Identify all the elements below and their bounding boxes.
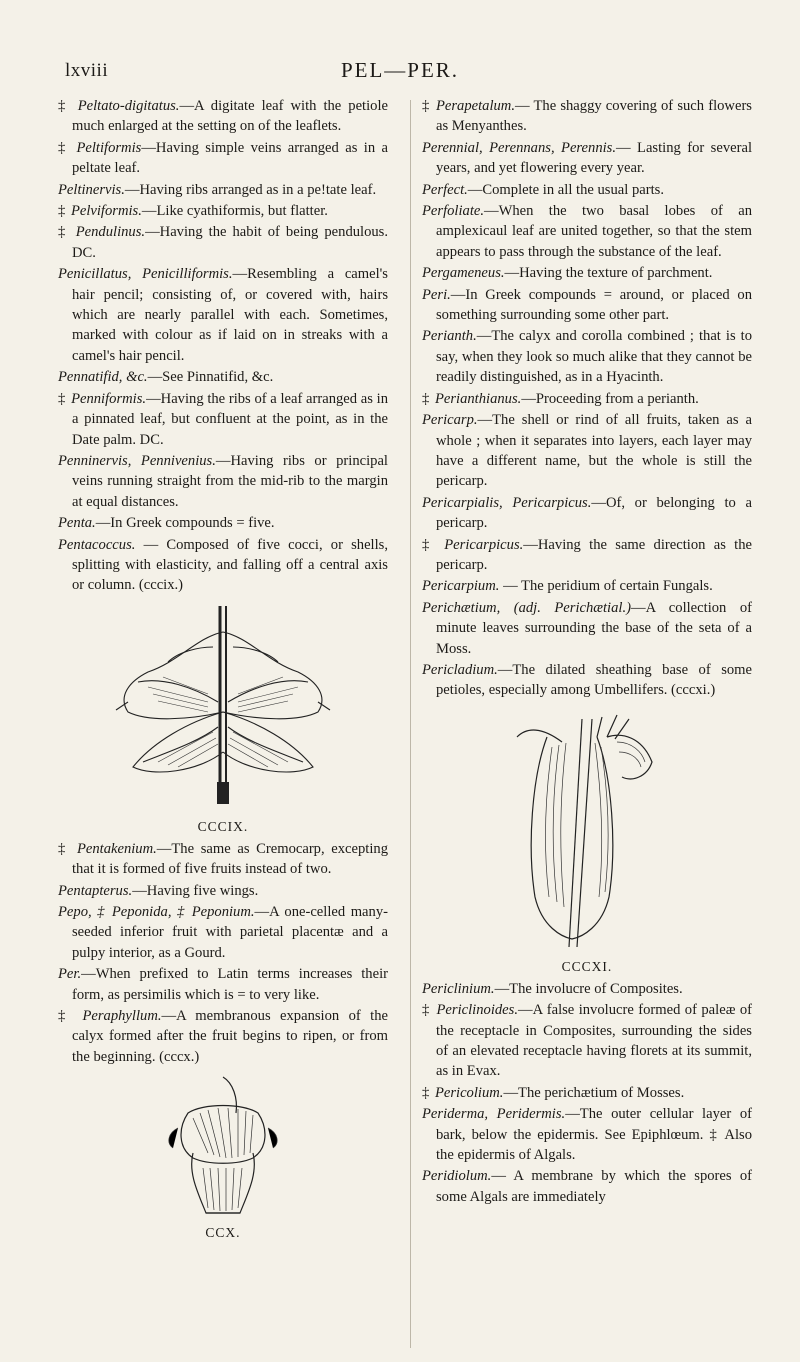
entry-definition: —Resembling a camel's hair pencil; consisting of, or covered with, hairs which are nearly parallel with each. Sometimes, marked with colour as if laid on in streaks with a camel's hair pencil. [72,266,388,364]
entry-definition: —A false involucre formed of paleæ of the receptacle in Composites, surrounding the sides of an elevated receptacle having florets at its summit, as in Evax. [436,1002,753,1080]
entry-definition: —A one-celled many-seeded inferior fruit with parietal placentæ and a pulpy interior, as a Gourd. [72,903,388,961]
running-head: PEL—PER. [340,58,460,82]
dagger-mark: ‡ [422,536,434,553]
glossary-entry [58,96,388,137]
entry-definition: —Complete in all the usual parts. [467,181,664,198]
entry-term: Pelviformis. [70,203,142,220]
glossary-entry [58,367,388,387]
glossary-entry [58,535,388,596]
entry-term: Perennial, Perennans, Perennis. [422,139,617,156]
peraphyllum-illustration [148,1073,298,1223]
figure-cccxi [422,707,752,975]
entry-term: Per. [58,966,82,983]
entry-definition: —Having the texture of parchment. [504,265,713,282]
glossary-entry [422,138,752,179]
entry-term: Perfoliate. [422,203,485,220]
entry-term: Penicillatus, Penicilliformis. [58,266,233,283]
entry-term: Pericladium. [422,661,498,678]
glossary-entry [58,201,388,221]
right-entries-b [422,979,752,1207]
entry-term: Penta. [58,515,96,532]
entry-definition: —When the two basal lobes of an amplexicaul leaf are united together, so that the stem appears to pass through the substance of the leaf. [436,203,752,260]
entry-term: Pentacoccus. [58,536,136,553]
figure-cccix [58,602,388,835]
entry-term: Penninervis, Pennivenius. [58,452,216,469]
entry-term: Peraphyllum. [82,1008,162,1024]
entry-term: Peridiolum. [422,1168,492,1185]
entry-definition: —Having the ribs of a leaf arranged as in a pinnated leaf, but confluent at the point, as in the Date palm. DC. [72,390,388,448]
entry-definition: — Composed of five cocci, or shells, splitting with elasticity, and falling off a central axis or column. (cccix.) [72,536,388,594]
figure-ccx [58,1073,388,1241]
left-entries-b [58,839,388,1067]
dagger-mark: ‡ [58,224,68,241]
entry-definition: —The calyx and corolla combined ; that is to say, when they look so much alike that they cannot be readily distinguished, as in a Hyacinth. [436,328,752,386]
glossary-entry [58,964,388,1005]
glossary-entry [422,96,752,137]
glossary-entry [58,839,388,880]
entry-term: Perapetalum. [435,98,515,114]
glossary-entry [422,1000,752,1082]
glossary-entry [422,1166,752,1207]
glossary-entry [58,264,388,366]
entry-definition: —A digitate leaf with the petiole much enlarged at the setting on of the leaflets. [72,98,388,135]
dagger-mark: ‡ [422,98,430,114]
glossary-entry [58,881,388,901]
column-divider [410,100,411,1348]
entry-term: Pepo, ‡ Peponida, ‡ Peponium. [58,903,255,920]
entry-term: Perianthianus. [434,390,522,407]
dagger-mark: ‡ [422,1084,430,1101]
pericladium-illustration [507,707,667,957]
left-column [58,96,388,1245]
glossary-entry [422,979,752,999]
entry-definition: —When prefixed to Latin terms increases their form, as persimilis which is = to very like. [72,966,388,1003]
entry-term: Periclinium. [422,980,495,997]
entry-term: Peltinervis. [58,181,125,198]
dagger-mark: ‡ [58,98,69,114]
glossary-entry [422,285,752,326]
glossary-entry [58,1006,388,1067]
glossary-entry [58,513,388,533]
entry-definition: —See Pinnatifid, &c. [147,369,274,386]
entry-definition: —In Greek compounds = five. [95,515,275,532]
right-column [422,96,752,1208]
entry-term: Pennatifid, &c. [58,369,148,386]
glossary-entry [58,222,388,263]
entry-definition: — Lasting for several years, and yet flowering every year. [436,139,752,177]
glossary-entry [422,535,752,576]
entry-term: Pergameneus. [422,265,505,282]
entry-definition: — A membrane by which the spores of some Algals are immediately [436,1168,752,1205]
glossary-entry [422,493,752,534]
entry-definition: —Having simple veins arranged as in a peltate leaf. [72,139,388,177]
entry-definition: —The shell or rind of all fruits, taken as a whole ; when it separates into layers, each layer may have a different name, but the whole is still the pericarp. [436,412,752,490]
entry-definition: —Having the same direction as the pericarp. [436,536,753,573]
dagger-mark: ‡ [58,203,66,220]
entry-definition: —A collection of minute leaves surrounding the base of the seta of a Moss. [436,599,752,657]
entry-term: Perianth. [422,328,477,345]
glossary-entry [422,326,752,387]
glossary-entry [58,389,388,450]
glossary-entry [58,451,388,512]
entry-definition: — The peridium of certain Fungals. [499,578,713,595]
entry-term: Pericarpialis, Pericarpicus. [422,494,592,511]
glossary-entry [58,180,388,200]
glossary-entry [422,180,752,200]
glossary-entry [422,410,752,492]
glossary-entry [422,1083,752,1103]
entry-term: Pericarpicus. [444,536,524,553]
entry-definition: —Proceeding from a perianth. [521,390,699,407]
entry-term: Peri. [422,286,451,303]
entry-definition: —The outer cellular layer of bark, below the epidermis. See Epiphlœum. ‡ Also the epidermis of Algals. [436,1106,752,1164]
entry-term: Peltiformis [76,139,142,156]
entry-definition: —The dilated sheathing base of some petioles, especially among Umbellifers. (cccxi.) [436,661,752,699]
figure-ccx-caption: CCX. [205,1225,241,1241]
entry-term: Pentakenium. [76,840,157,857]
entry-definition: —Like cyathiformis, but flatter. [141,203,328,220]
entry-term: Periclinoides. [436,1002,518,1019]
left-entries-a [58,96,388,596]
page-header [0,50,800,82]
glossary-entry [422,1104,752,1165]
figure-cccix-caption: CCCIX. [197,818,249,834]
glossary-entry [422,660,752,701]
figure-cccxi-caption: CCCXI. [561,958,613,974]
entry-term: Pericarpium. [422,578,500,595]
glossary-entry [422,576,752,596]
entry-term: Pericarp. [422,412,478,429]
entry-definition: —The same as Cremocarp, excepting that it is formed of five fruits instead of two. [72,840,389,878]
entry-term: Pericolium. [434,1084,504,1101]
entry-term: Pendulinus. [75,224,146,241]
entry-term: Penniformis. [71,390,147,407]
entry-term: Perichætium, (adj. Perichætial.) [422,599,631,616]
glossary-entry [422,263,752,283]
entry-definition: —Having the habit of being pendulous. DC. [72,224,389,261]
right-entries-a [422,96,752,701]
entry-definition: —Having five wings. [132,882,259,899]
glossary-entry [422,201,752,262]
entry-definition: —A membranous expansion of the calyx formed after the fruit begins to ripen, or from the beginning. (cccx.) [72,1008,389,1065]
entry-term: Pentapterus. [58,882,133,899]
dagger-mark: ‡ [58,840,69,857]
entry-term: Peltato-digitatus. [77,98,180,114]
entry-definition: —Having ribs or principal veins running straight from the mid-rib to the margin at equal distances. [72,452,388,510]
entry-definition: —Of, or belonging to a pericarp. [436,494,752,532]
glossary-entry [422,389,752,409]
dagger-mark: ‡ [422,1002,431,1019]
entry-definition: —The involucre of Composites. [494,980,683,997]
glossary-entry [58,138,388,179]
pentacoccus-illustration [108,602,338,817]
entry-term: Perfect. [422,181,468,198]
dagger-mark: ‡ [58,390,66,407]
dagger-mark: ‡ [422,390,430,407]
entry-definition: — The shaggy covering of such flowers as Menyanthes. [436,98,752,135]
dagger-mark: ‡ [58,1008,72,1024]
glossary-entry [422,598,752,659]
dagger-mark: ‡ [58,139,69,156]
entry-term: Periderma, Peridermis. [422,1106,566,1123]
entry-definition: —The perichætium of Mosses. [503,1084,685,1101]
page-number: lxviii [65,60,109,81]
entry-definition: —Having ribs arranged as in a pe!tate leaf. [124,181,377,198]
glossary-entry [58,902,388,963]
entry-definition: —In Greek compounds = around, or placed on something surrounding some other part. [436,286,752,324]
